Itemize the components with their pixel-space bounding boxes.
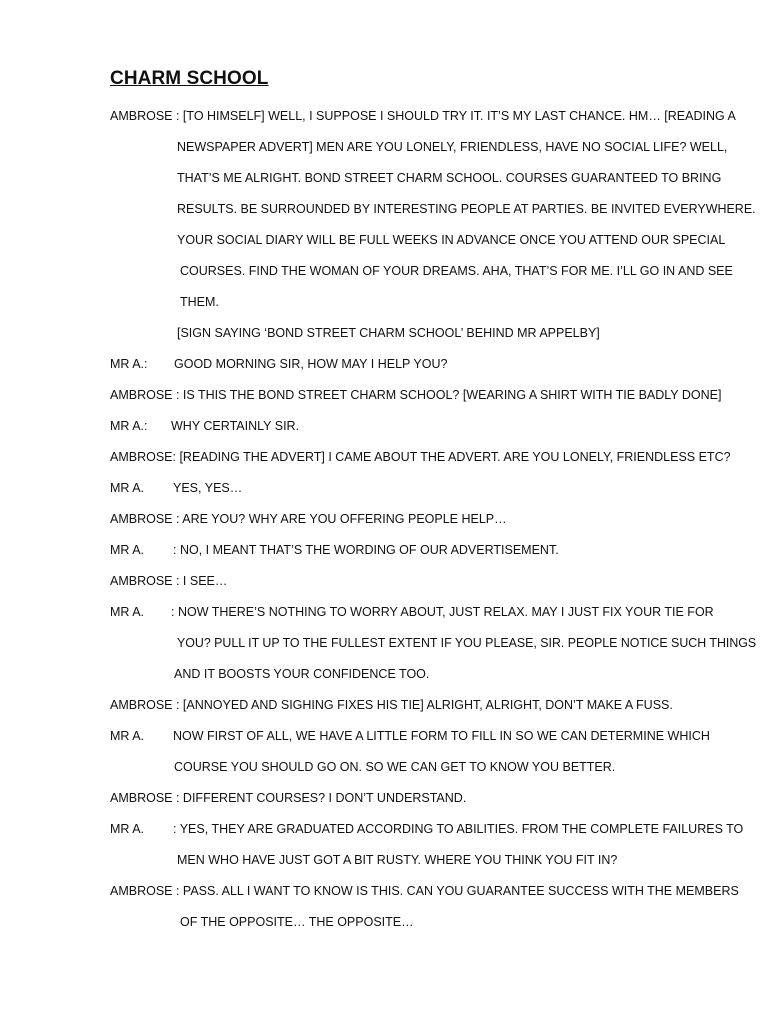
- script-line: COURSES. FIND THE WOMAN OF YOUR DREAMS. AHA, THAT’S FOR ME. I’LL GO IN AND SEE: [180, 264, 733, 278]
- script-line: : NOW THERE’S NOTHING TO WORRY ABOUT, JUST RELAX. MAY I JUST FIX YOUR TIE FOR: [171, 605, 714, 619]
- speaker-label: MR A.: [110, 543, 145, 557]
- script-line: AMBROSE : ARE YOU? WHY ARE YOU OFFERING PEOPLE HELP…: [110, 512, 507, 526]
- script-line: NEWSPAPER ADVERT] MEN ARE YOU LONELY, FRIENDLESS, HAVE NO SOCIAL LIFE? WELL,: [177, 140, 728, 154]
- script-line: YOU? PULL IT UP TO THE FULLEST EXTENT IF YOU PLEASE, SIR. PEOPLE NOTICE SUCH THINGS: [177, 636, 757, 650]
- script-line: AMBROSE : IS THIS THE BOND STREET CHARM SCHOOL? [WEARING A SHIRT WITH TIE BADLY DONE]: [110, 388, 722, 402]
- script-line: THEM.: [180, 295, 219, 309]
- stage-direction: [SIGN SAYING ‘BOND STREET CHARM SCHOOL’ BEHIND MR APPELBY]: [177, 326, 600, 340]
- script-line: AND IT BOOSTS YOUR CONFIDENCE TOO.: [174, 667, 430, 681]
- script-line: AMBROSE: [READING THE ADVERT] I CAME ABOUT THE ADVERT. ARE YOU LONELY, FRIENDLESS ETC?: [110, 450, 731, 464]
- speaker-label: MR A.: [110, 822, 145, 836]
- script-line: RESULTS. BE SURROUNDED BY INTERESTING PEOPLE AT PARTIES. BE INVITED EVERYWHERE.: [177, 202, 756, 216]
- speaker-label: MR A.: [110, 605, 145, 619]
- script-line: COURSE YOU SHOULD GO ON. SO WE CAN GET TO KNOW YOU BETTER.: [174, 760, 616, 774]
- script-line: AMBROSE : [TO HIMSELF] WELL, I SUPPOSE I SHOULD TRY IT. IT’S MY LAST CHANCE. HM… [READING A: [110, 109, 736, 123]
- document-title: CHARM SCHOOL: [110, 68, 269, 89]
- script-line: : NO, I MEANT THAT’S THE WORDING OF OUR ADVERTISEMENT.: [173, 543, 559, 557]
- script-line: YOUR SOCIAL DIARY WILL BE FULL WEEKS IN ADVANCE ONCE YOU ATTEND OUR SPECIAL: [177, 233, 726, 247]
- script-line: THAT’S ME ALRIGHT. BOND STREET CHARM SCHOOL. COURSES GUARANTEED TO BRING: [177, 171, 722, 185]
- script-line: WHY CERTAINLY SIR.: [171, 419, 300, 433]
- speaker-label: MR A.:: [110, 419, 148, 433]
- script-line: AMBROSE : [ANNOYED AND SIGHING FIXES HIS TIE] ALRIGHT, ALRIGHT, DON’T MAKE A FUSS.: [110, 698, 673, 712]
- script-line: GOOD MORNING SIR, HOW MAY I HELP YOU?: [174, 357, 448, 371]
- speaker-label: MR A.:: [110, 357, 148, 371]
- speaker-label: MR A.: [110, 729, 145, 743]
- speaker-label: MR A.: [110, 481, 145, 495]
- script-line: YES, YES…: [173, 481, 243, 495]
- script-line: NOW FIRST OF ALL, WE HAVE A LITTLE FORM TO FILL IN SO WE CAN DETERMINE WHICH: [173, 729, 710, 743]
- script-line: MEN WHO HAVE JUST GOT A BIT RUSTY. WHERE YOU THINK YOU FIT IN?: [177, 853, 618, 867]
- script-line: AMBROSE : PASS. ALL I WANT TO KNOW IS THIS. CAN YOU GUARANTEE SUCCESS WITH THE MEMBERS: [110, 884, 739, 898]
- script-line: OF THE OPPOSITE… THE OPPOSITE…: [180, 915, 414, 929]
- script-line: AMBROSE : DIFFERENT COURSES? I DON’T UNDERSTAND.: [110, 791, 467, 805]
- script-line: : YES, THEY ARE GRADUATED ACCORDING TO ABILITIES. FROM THE COMPLETE FAILURES TO: [173, 822, 744, 836]
- script-line: AMBROSE : I SEE…: [110, 574, 228, 588]
